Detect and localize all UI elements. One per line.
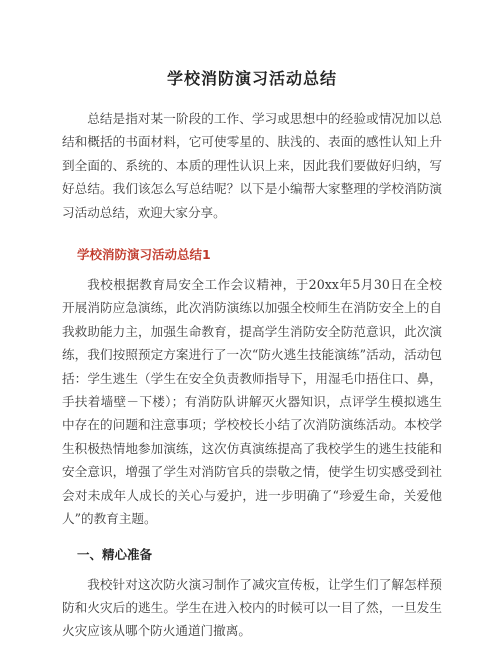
subsection-paragraph: 我校针对这次防火演习制作了减灾宣传板，让学生们了解怎样预防和火灾后的逃生。学生在进入校内的时候可以一目了然，一旦发生火灾应该从哪个防火通道门撤离。 [62,576,442,639]
intro-paragraph: 总结是指对某一阶段的工作、学习或思想中的经验或情况加以总结和概括的书面材料，它可使零星的、肤浅的、表面的感性认知上升到全面的、系统的、本质的理性认识上来，因此我们要做好归纳，写好总结。我们该怎么写总结呢？以下是小编帮大家整理的学校消防演习活动总结，欢迎大家分享。 [62,111,442,220]
section-heading: 学校消防演习活动总结1 [77,247,211,263]
section-paragraph: 我校根据教育局安全工作会议精神，于20xx年5月30日在全校开展消防应急演练，此次消防演练以加强全校师生在消防安全上的自我救助能力主，加强生命教育，提高学生消防安全防范意识，此次演练，我们按照预定方案进行了一次“防火逃生技能演练”活动，活动包括：学生逃生（学生在安全负责教师指导下，用湿毛巾捂住口、鼻，手扶着墙壁－下楼）；有消防队讲解灭火器知识，点评学生模拟逃生中存在的问题和注意事项；学校校长小结了次消防演练活动。本校学生积极热情地参加演练，这次仿真演练提高了我校学生的逃生技能和安全意识，增强了学生对消防官兵的崇敬之情，使学生切实感受到社会对未成年人成长的关心与爱护，进一步明确了“珍爱生命，关爱他人”的教育主题。 [62,277,442,527]
subsection-heading: 一、精心准备 [77,546,153,562]
page-title: 学校消防演习活动总结 [166,69,337,88]
